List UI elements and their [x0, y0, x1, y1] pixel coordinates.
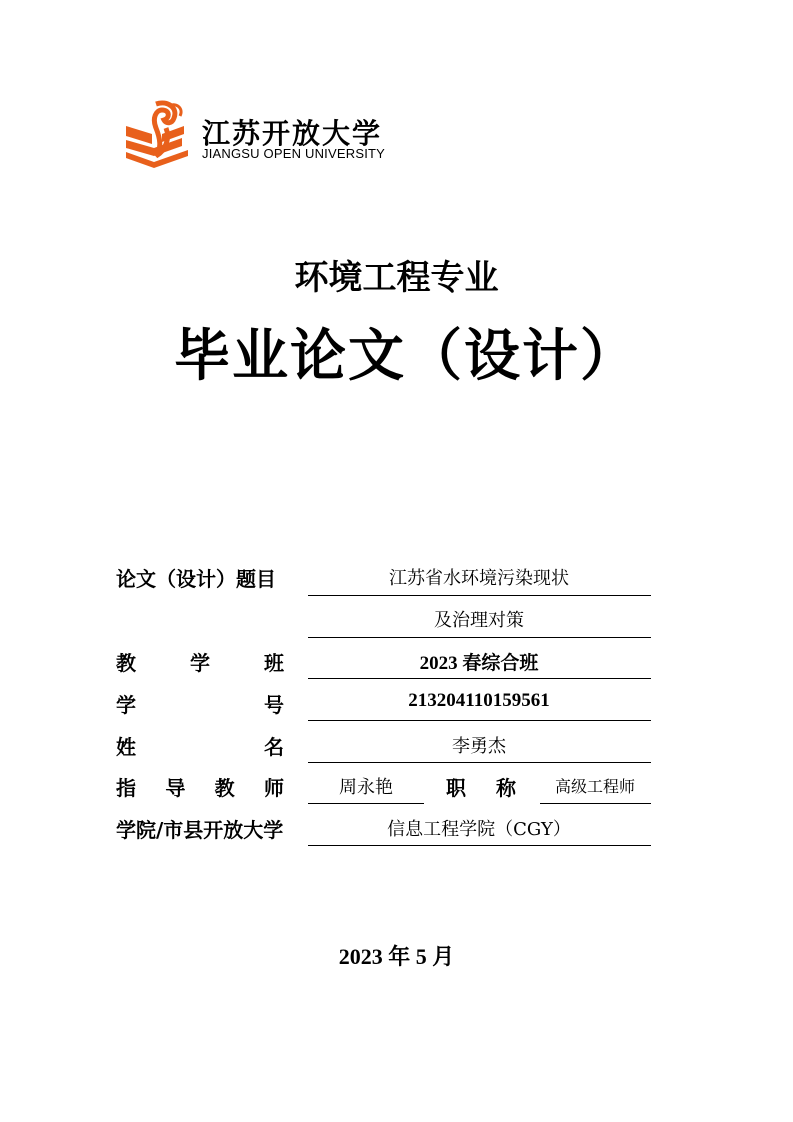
advisor-label-char: 指 — [116, 776, 136, 800]
university-name-en: JIANGSU OPEN UNIVERSITY — [202, 146, 386, 161]
underline — [308, 803, 424, 804]
student-id-label-char: 号 — [264, 693, 284, 717]
job-title-value: 高级工程师 — [554, 777, 635, 796]
advisor-label — [116, 772, 284, 801]
advisor-label-char: 导 — [165, 776, 186, 800]
advisor-label-char: 教 — [214, 776, 235, 800]
class-label — [116, 647, 284, 676]
college-value: 信息工程学院（CGY） — [387, 819, 571, 840]
underline — [308, 637, 651, 638]
university-logo — [122, 98, 412, 178]
underline — [308, 720, 651, 721]
student-name-label — [116, 731, 284, 760]
underline — [308, 595, 651, 596]
advisor-value: 周永艳 — [339, 777, 393, 798]
student-id-label-char: 学 — [116, 693, 136, 717]
submission-date: 2023 年 5 月 — [338, 944, 455, 969]
class-label-char: 学 — [190, 651, 210, 675]
advisor-label-char: 师 — [263, 776, 284, 800]
student-id-label — [116, 689, 284, 718]
university-emblem-icon — [122, 98, 194, 172]
student-name-value: 李勇杰 — [452, 736, 506, 757]
class-value: 2023 春综合班 — [419, 653, 539, 674]
university-name-cn: 江苏开放大学 — [202, 117, 383, 150]
underline — [308, 845, 651, 846]
topic-value-line1: 江苏省水环境污染现状 — [389, 568, 569, 589]
job-title-label-char: 称 — [496, 776, 516, 800]
underline — [308, 762, 651, 763]
page-title: 毕业论文（设计） — [174, 324, 638, 389]
student-name-label-char: 姓 — [116, 735, 136, 759]
student-name-label-char: 名 — [264, 735, 284, 759]
underline — [540, 803, 651, 804]
major-subtitle: 环境工程专业 — [294, 258, 499, 298]
topic-label: 论文（设计）题目 — [116, 567, 276, 591]
class-label-char: 班 — [264, 651, 284, 675]
underline — [308, 678, 651, 679]
class-label-char: 教 — [116, 651, 136, 675]
topic-value-line2: 及治理对策 — [434, 610, 524, 631]
job-title-label — [446, 772, 516, 801]
job-title-label-char: 职 — [446, 776, 466, 800]
college-label: 学院/市县开放大学 — [116, 818, 284, 842]
student-id-value: 213204110159561 — [408, 690, 550, 711]
